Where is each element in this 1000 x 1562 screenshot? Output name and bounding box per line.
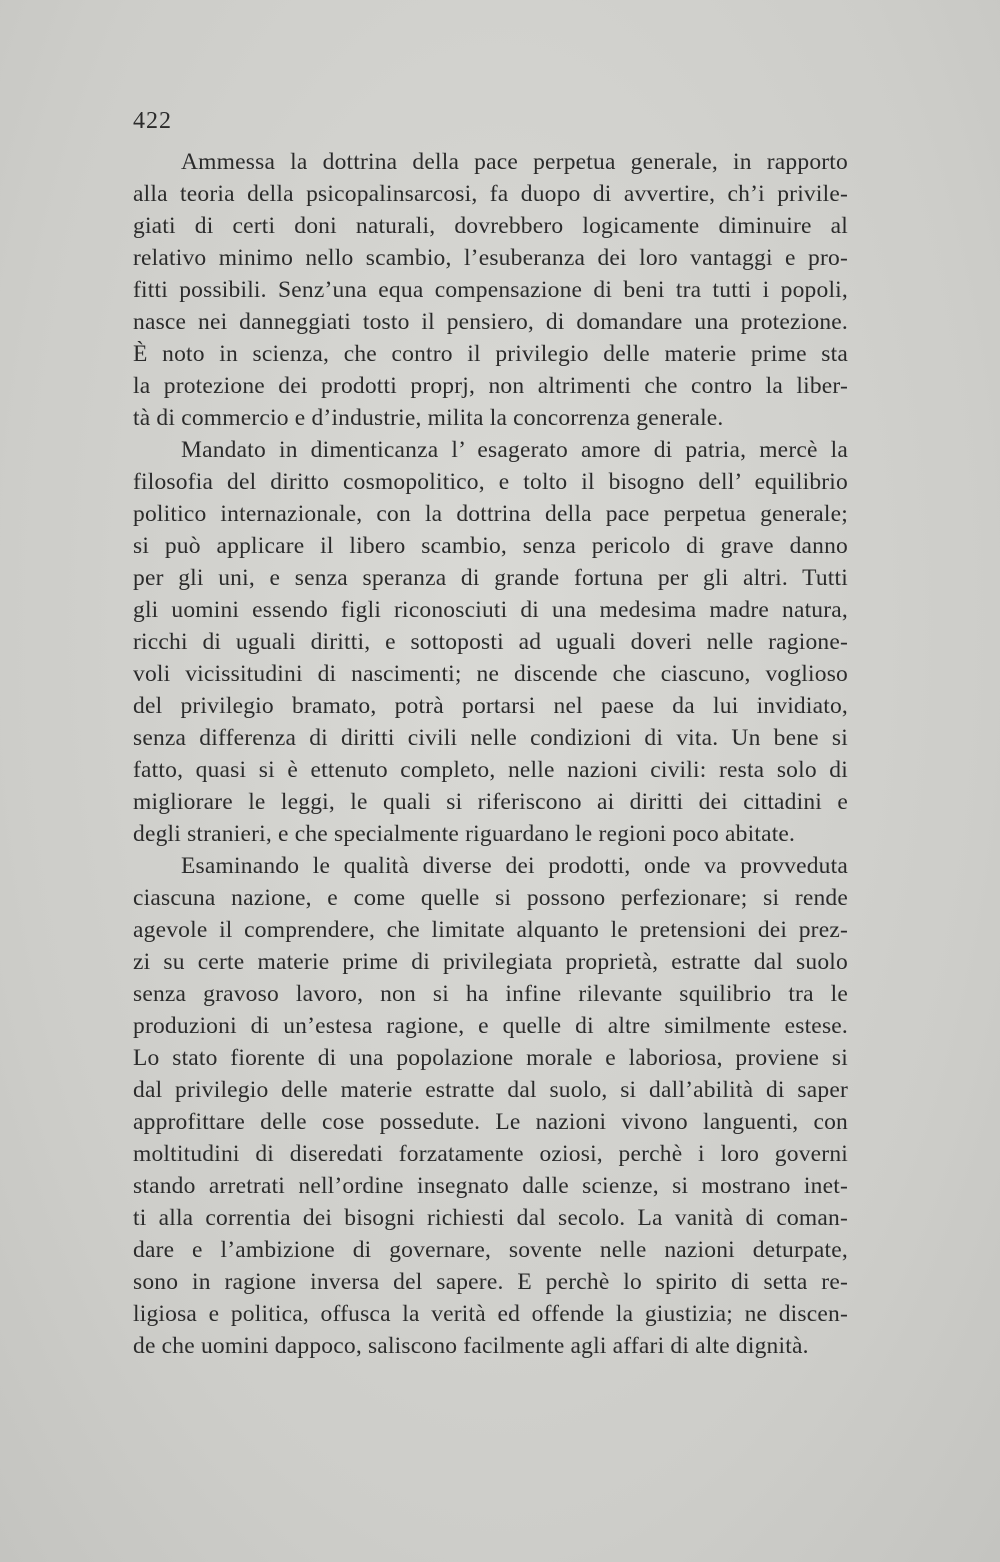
text-line: politico internazionale, con la dottrina della pace perpetua generale; [133, 501, 848, 527]
text-line: ciascuna nazione, e come quelle si possono perfezionare; si rende [133, 885, 848, 911]
text-line: ricchi di uguali diritti, e sottoposti ad uguali doveri nelle ragione- [133, 629, 848, 655]
text-line: relativo minimo nello scambio, l’esuberanza dei loro vantaggi e pro- [133, 245, 848, 271]
text-line: per gli uni, e senza speranza di grande fortuna per gli altri. Tutti [133, 565, 848, 591]
text-line: È noto in scienza, che contro il privilegio delle materie prime sta [133, 341, 848, 367]
text-line: produzioni di un’estesa ragione, e quelle di altre similmente estese. [133, 1013, 848, 1039]
text-line: agevole il comprendere, che limitate alquanto le pretensioni dei prez- [133, 917, 848, 943]
text-line: la protezione dei prodotti proprj, non altrimenti che contro la liber- [133, 373, 848, 399]
text-line: dal privilegio delle materie estratte dal suolo, si dall’abilità di saper [133, 1077, 848, 1103]
text-line: tà di commercio e d’industrie, milita la concorrenza generale. [133, 405, 724, 431]
text-line: senza gravoso lavoro, non si ha infine rilevante squilibrio tra le [133, 981, 848, 1007]
text-line: nasce nei danneggiati tosto il pensiero, di domandare una protezione. [133, 309, 848, 335]
text-line: de che uomini dappoco, saliscono facilmente agli affari di alte dignità. [133, 1333, 809, 1359]
text-line: giati di certi doni naturali, dovrebbero logicamente diminuire al [133, 213, 848, 239]
text-line: ti alla correntia dei bisogni richiesti dal secolo. La vanità di coman- [133, 1205, 848, 1231]
text-line: si può applicare il libero scambio, senza pericolo di grave danno [133, 533, 848, 559]
text-line: stando arretrati nell’ordine insegnato dalle scienze, si mostrano inet- [133, 1173, 848, 1199]
text-line: del privilegio bramato, potrà portarsi nel paese da lui invidiato, [133, 693, 848, 719]
text-line: Mandato in dimenticanza l’ esagerato amore di patria, mercè la [181, 437, 848, 463]
text-line: migliorare le leggi, le quali si riferiscono ai diritti dei cittadini e [133, 789, 848, 815]
text-line: alla teoria della psicopalinsarcosi, fa duopo di avvertire, ch’i privile- [133, 181, 848, 207]
text-line: fatto, quasi si è ettenuto completo, nelle nazioni civili: resta solo di [133, 757, 848, 783]
text-line: gli uomini essendo figli riconosciuti di una medesima madre natura, [133, 597, 848, 623]
text-line: approfittare delle cose possedute. Le nazioni vivono languenti, con [133, 1109, 848, 1135]
text-line: Lo stato fiorente di una popolazione morale e laboriosa, proviene si [133, 1045, 848, 1071]
text-line: sono in ragione inversa del sapere. E perchè lo spirito di setta re- [133, 1269, 848, 1295]
page-number: 422 [133, 108, 172, 134]
text-line: degli stranieri, e che specialmente riguardano le regioni poco abitate. [133, 821, 796, 847]
text-line: moltitudini di diseredati forzatamente oziosi, perchè i loro governi [133, 1141, 848, 1167]
text-line: dare e l’ambizione di governare, sovente nelle nazioni deturpate, [133, 1237, 848, 1263]
text-line: fitti possibili. Senz’una equa compensazione di beni tra tutti i popoli, [133, 277, 848, 303]
text-line: Esaminando le qualità diverse dei prodotti, onde va provveduta [181, 853, 848, 879]
text-line: zi su certe materie prime di privilegiata proprietà, estratte dal suolo [133, 949, 848, 975]
text-line: voli vicissitudini di nascimenti; ne discende che ciascuno, voglioso [133, 661, 848, 687]
body-text [133, 146, 848, 1362]
text-line: senza differenza di diritti civili nelle condizioni di vita. Un bene si [133, 725, 848, 751]
text-line: ligiosa e politica, offusca la verità ed offende la giustizia; ne discen- [133, 1301, 848, 1327]
text-line: filosofia del diritto cosmopolitico, e tolto il bisogno dell’ equilibrio [133, 469, 848, 495]
text-line: Ammessa la dottrina della pace perpetua generale, in rapporto [181, 149, 848, 175]
